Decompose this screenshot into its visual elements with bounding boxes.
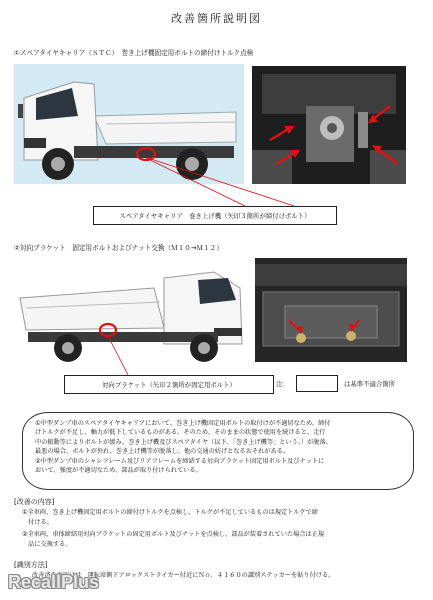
remedy-line: ②全車両、車体締結用対向ブラケットの固定用ボルト及びナットを点検し、部品が装着されていた場合は正規 xyxy=(22,531,325,538)
watermark-logo: RecallPlus xyxy=(8,572,100,592)
section1-callout: スペアタイヤキャリア 巻き上げ機（矢印３箇所が締付けボルト） xyxy=(93,206,337,225)
remedy-line: ①全車両、巻き上げ機固定用ボルトの締付けトルクを点検し、トルクが不足しているものは規定トルクで締 xyxy=(22,509,318,516)
remedy-line: 付ける。 xyxy=(22,519,53,526)
section2-callout: 対向ブラケット（矢印２箇所が固定用ボルト） xyxy=(64,375,274,394)
defect-line: 最悪の場合、ボルトが外れ、巻き上げ機等が脱落し、他の交通の妨げとなるおそれがある。 xyxy=(35,448,290,456)
note-marker-box xyxy=(296,375,338,392)
defect-line: けトルクが不足し、軸力が低下しているものがある。そのため、そのままの状態で使用を続けると、走行 xyxy=(35,429,326,437)
section1-heading: ①スペアタイヤキャリア（ＳＴＣ） 巻き上げ機固定用ボルトの締付けトルク点検 xyxy=(14,49,254,57)
remedy-heading: [改善の内容] xyxy=(14,498,55,506)
defect-line: 中の振動等によりボルトが緩み、巻き上げ機及びスペアタイヤ（以下、「巻き上げ機等」という。）が脱落、 xyxy=(35,438,332,446)
remedy-line: 品に交換する。 xyxy=(22,541,72,548)
note-text: は基準不適合箇所 xyxy=(344,380,396,388)
defect-line: おいて、強度が不適切なため、部品が取り付けられている。 xyxy=(35,467,202,475)
defect-line: ①中型ダンプ車のスペアタイヤキャリアにおいて、巻き上げ機固定用ボルトの取付けが不適切なため、締付 xyxy=(35,420,331,427)
note-label: 注： xyxy=(276,380,289,388)
defect-line: ②中型ダンプ車のシャシフレーム及びリアフレームを締結する対向ブラケット固定用ボルト及びナットに xyxy=(35,457,325,465)
defect-description xyxy=(22,412,414,490)
identification-heading: [識別方法] xyxy=(14,561,48,569)
page-title: 改善箇所説明図 xyxy=(171,12,262,25)
identification-text: 改善済み車両には 運転席側ドアロックストライカー付近にＮｏ．４１６０の識別ステッカーを貼り付ける。 xyxy=(32,572,335,579)
section2-heading: ②対向ブラケット 固定用ボルトおよびナット交換（Ｍ１０→Ｍ１２） xyxy=(14,244,223,252)
